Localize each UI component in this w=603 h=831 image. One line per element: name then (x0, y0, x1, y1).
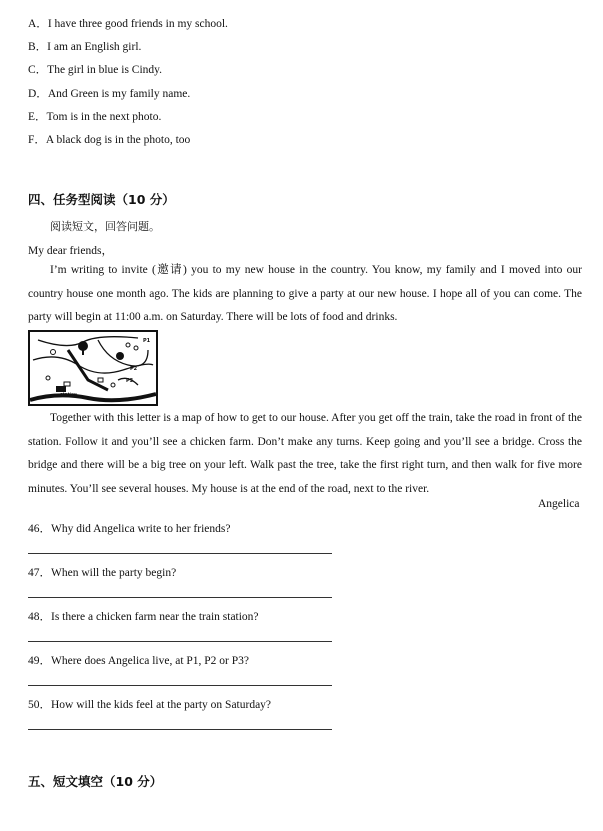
answer-line-46[interactable] (28, 553, 332, 554)
question-46 (28, 520, 230, 536)
paragraph-2: Together with this letter is a map of how to get to our house. After you get off the train, take the road in front of the station. Follow it and you’ll see a chicken farm. Don’t make any turns. Keep going and you’ll see a bridge. Cross the bridge and there will be a big tree on your left. Walk past the tree, take the first right turn, and then walk for five more minutes. You’ll see several houses. My house is at the end of the road, next to the river. (28, 412, 582, 495)
map-figure (28, 330, 158, 406)
option-letter: D． (28, 88, 48, 100)
answer-line-50[interactable] (28, 729, 332, 730)
map-label-p3: P3 (126, 378, 134, 384)
question-number: 47． (28, 567, 51, 579)
option-letter: C． (28, 64, 48, 76)
option-a (28, 17, 228, 31)
option-c (28, 63, 162, 77)
map-label-p1: P1 (143, 338, 151, 344)
question-number: 48． (28, 611, 51, 623)
option-text: And Green is my family name. (47, 88, 191, 100)
option-b (28, 40, 141, 54)
map-label-station: station (60, 392, 78, 398)
option-text: A black dog is in the photo, too (45, 134, 191, 146)
answer-line-49[interactable] (28, 685, 332, 686)
option-f (28, 133, 190, 147)
section-5-heading: 五、短文填空（10 分） (28, 774, 163, 789)
option-text: I am an English girl. (47, 41, 142, 53)
question-text: Why did Angelica write to her friends? (51, 523, 231, 535)
question-text: How will the kids feel at the party on Saturday? (51, 699, 272, 711)
option-letter: E． (28, 111, 47, 123)
option-e (28, 110, 161, 124)
question-50 (28, 696, 271, 712)
question-text: Is there a chicken farm near the train station? (51, 611, 259, 623)
option-letter: B． (28, 41, 48, 53)
option-text: Tom is in the next photo. (46, 111, 162, 123)
signature: Angelica (538, 498, 580, 510)
answer-line-48[interactable] (28, 641, 332, 642)
section-4-heading: 四、任务型阅读（10 分） (28, 192, 175, 207)
question-text: Where does Angelica live, at P1, P2 or P3? (51, 655, 250, 667)
option-letter: F． (28, 134, 46, 146)
option-text: The girl in blue is Cindy. (47, 64, 163, 76)
option-text: I have three good friends in my school. (47, 18, 228, 30)
map-label-p2: P2 (130, 366, 138, 372)
question-48 (28, 608, 259, 624)
question-text: When will the party begin? (51, 567, 177, 579)
instruction: 阅读短文，回答问题。 (50, 220, 160, 233)
answer-line-47[interactable] (28, 597, 332, 598)
option-d (28, 87, 190, 101)
greeting: My dear friends， (28, 245, 113, 257)
option-letter: A． (28, 18, 48, 30)
question-47 (28, 564, 176, 580)
question-49 (28, 652, 249, 668)
question-number: 50． (28, 699, 51, 711)
question-number: 49． (28, 655, 51, 667)
question-number: 46． (28, 523, 51, 535)
paragraph-1: I’m writing to invite (邀请) you to my new house in the country. You know, my family and I moved into our country house one month ago. The kids are planning to give a party at our new house. I hope all of you can come. The party will begin at 11:00 a.m. on Saturday. There will be lots of food and drinks. (28, 264, 582, 323)
